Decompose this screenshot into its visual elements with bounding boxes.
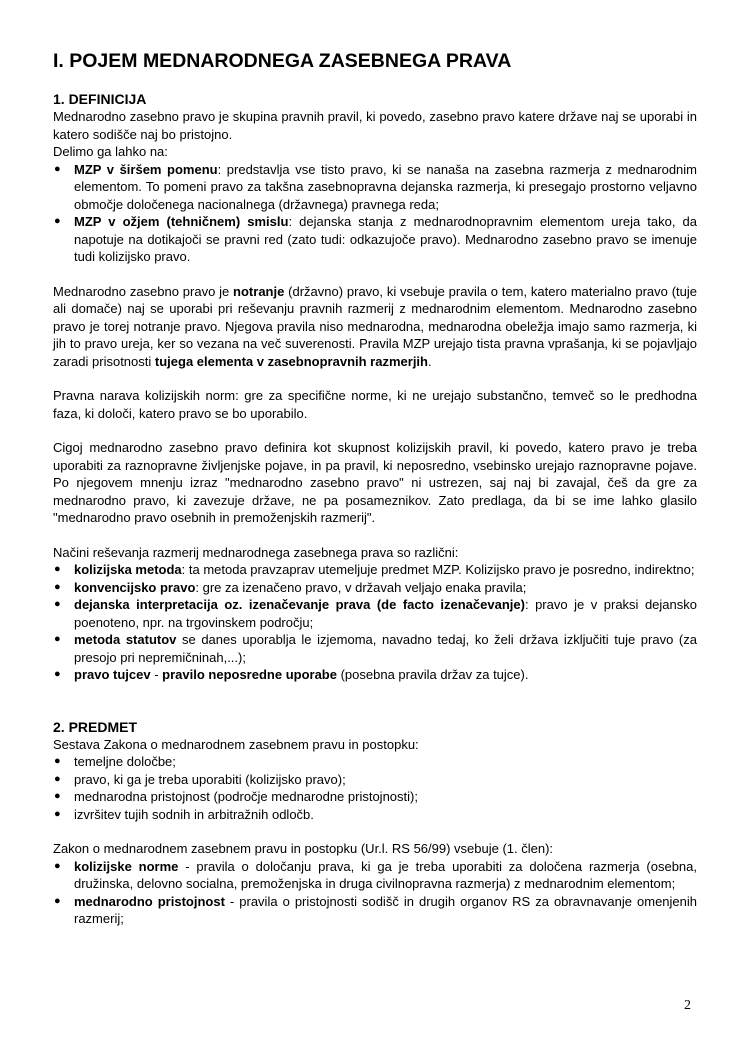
- bullet-icon: ●: [54, 790, 61, 802]
- zakon-list: [53, 858, 697, 928]
- bullet-icon: ●: [54, 755, 61, 767]
- list-item: ● temeljne določbe;: [54, 754, 176, 769]
- bullet-icon: ●: [54, 162, 61, 175]
- section-heading-definicija: 1. DEFINICIJA: [53, 91, 147, 107]
- definition-list: [53, 161, 697, 266]
- list-item: ● MZP v širšem pomenu: predstavlja vse tisto pravo, ki se nanaša na zasebna razmerja z mednarodnim elementom. To pomeni pravo za takšna zasebnopravna dejanska razmerja, ki presegajo prostorno veljavno območje določenega nacionalnega (državnega) pravnega reda;: [54, 161, 697, 212]
- page-number: 2: [684, 998, 691, 1013]
- list-item: ● konvencijsko pravo: gre za izenačeno pravo, v državah veljajo enaka pravila;: [54, 579, 527, 595]
- sestava-list: [53, 753, 697, 823]
- bullet-icon: ●: [54, 807, 61, 820]
- list-item: ● mednarodna pristojnost (področje mednarodne pristojnosti);: [54, 789, 418, 804]
- bullet-icon: ●: [54, 598, 61, 610]
- list-item: ● MZP v ožjem (tehničnem) smislu: dejanska stanja z mednarodnopravnim elementom ureja tako, da napotuje na dotikajoči se pravni red (zato tudi: odkazujoče pravo). Mednarodno zasebno pravo se imenuje tudi kolizijsko pravo.: [54, 214, 697, 264]
- list-item: ● pravo tujcev - pravilo neposredne uporabe (posebna pravila držav za tujce).: [54, 667, 529, 682]
- paragraph-notranje-pravo: Mednarodno zasebno pravo je notranje (državno) pravo, ki vsebuje pravila o tem, katero materialno pravo (tuje ali domače) naj se uporabi pri reševanju pravnih razmerij z mednarodnim elementom. Mednarodno zasebno pravo je torej notranje pravo. Njegova pravila niso mednarodna, mednarodna obeležja imajo samo razmerja, ki jih to pravo ureja, ker so vezana na več suverenosti. Pravila MZP urejajo tista pravna vprašanja, ki se pojavljajo zaradi prisotnosti tujega elementa v zasebnopravnih razmerjih.: [53, 283, 697, 369]
- bullet-icon: ●: [54, 563, 61, 575]
- paragraph-nacini: Načini reševanja razmerij mednarodnega zasebnega prava so različni:: [53, 544, 459, 560]
- bullet-icon: ●: [54, 668, 61, 680]
- paragraph-cigoj: Cigoj mednarodno zasebno pravo definira kot skupnost kolizijskih pravil, ki povedo, katero pravo je treba uporabiti za raznopravne življenjske pojave, in pa pravil, ki neposredno, vsebinsko urejajo raznopravne pojave. Po njegovem mnenju izraz "mednarodno zasebno pravo" ni ustrezen, saj naj bi zavajal, češ da gre za mednarodno pravo, ki zavezuje države, ne pa posameznikov. Zato predlaga, da bi se ime lahko glasilo "mednarodno pravo osebnih in premoženjskih razmerij".: [53, 440, 697, 525]
- bullet-icon: ●: [54, 859, 61, 872]
- paragraph-delimo: Delimo ga lahko na:: [53, 144, 168, 159]
- bullet-icon: ●: [54, 894, 61, 907]
- bullet-icon: ●: [54, 215, 61, 227]
- list-item: ● pravo, ki ga je treba uporabiti (kolizijsko pravo);: [54, 771, 346, 787]
- bullet-icon: ●: [54, 580, 61, 593]
- document-title: I. POJEM MEDNARODNEGA ZASEBNEGA PRAVA: [53, 50, 512, 72]
- paragraph-pravna-narava: Pravna narava kolizijskih norm: gre za specifične norme, ki ne urejajo substančno, temveč so le predhodna faza, ki določi, katero pravo se bo uporabilo.: [53, 388, 697, 421]
- bullet-icon: ●: [54, 633, 61, 645]
- list-item: ● kolizijske norme - pravila o določanju prava, ki ga je treba uporabiti za določena razmerja (osebna, družinska, delovno socialna, premoženjska in druga civilnopravna razmerja) z mednarodnim elementom;: [54, 858, 697, 891]
- paragraph-sestava: Sestava Zakona o mednarodnem zasebnem pravu in postopku:: [53, 736, 419, 752]
- list-item: ● izvršitev tujih sodnih in arbitražnih odločb.: [54, 806, 314, 822]
- document-page: [53, 48, 697, 928]
- list-item: ● dejanska interpretacija oz. izenačevanje prava (de facto izenačevanje): pravo je v praksi dejansko poenoteno, npr. na trgovinskem področju;: [54, 597, 697, 630]
- list-item: ● metoda statutov se danes uporablja le izjemoma, navadno tedaj, ko želi država izključiti tuje pravo (za presojo pri nepremičninah,...);: [54, 632, 697, 665]
- paragraph-intro: Mednarodno zasebno pravo je skupina pravnih pravil, ki povedo, zasebno pravo katere države naj se uporabi in katero sodišče naj bo pristojno.: [53, 109, 697, 142]
- list-item: ● mednarodno pristojnost - pravila o pristojnosti sodišč in drugih organov RS za obravnavanje omenjenih razmerij;: [54, 893, 697, 926]
- paragraph-zakon: Zakon o mednarodnem zasebnem pravu in postopku (Ur.l. RS 56/99) vsebuje (1. člen):: [53, 841, 554, 856]
- methods-list: [53, 561, 697, 684]
- bullet-icon: ●: [54, 772, 61, 785]
- list-item: ● kolizijska metoda: ta metoda pravzaprav utemeljuje predmet MZP. Kolizijsko pravo je posredno, indirektno;: [54, 562, 695, 577]
- section-heading-predmet: 2. PREDMET: [53, 718, 138, 735]
